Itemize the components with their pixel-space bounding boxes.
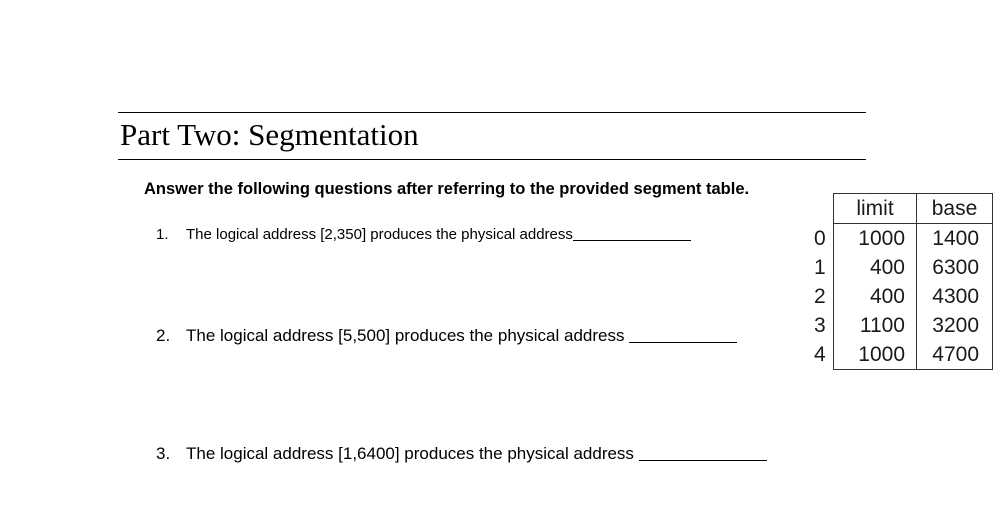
segment-limit: 400 bbox=[834, 282, 917, 311]
question-number: 1. bbox=[156, 226, 169, 243]
segment-limit: 1100 bbox=[834, 311, 917, 340]
segment-limit: 1000 bbox=[834, 340, 917, 370]
question-text: The logical address [1,6400] produces the physical address bbox=[186, 444, 634, 463]
title-rule-top bbox=[118, 112, 866, 113]
question-3 bbox=[156, 443, 767, 465]
segment-row bbox=[812, 253, 993, 282]
question-text: The logical address [2,350] produces the physical address bbox=[186, 226, 573, 243]
segment-base: 3200 bbox=[917, 311, 993, 340]
answer-blank bbox=[573, 239, 691, 241]
section-title: Part Two: Segmentation bbox=[120, 117, 419, 152]
segment-row bbox=[812, 311, 993, 340]
segment-base: 1400 bbox=[917, 224, 993, 254]
question-number: 2. bbox=[156, 326, 171, 345]
segment-base: 6300 bbox=[917, 253, 993, 282]
title-rule-bottom bbox=[118, 159, 866, 160]
segment-table-header bbox=[812, 194, 993, 224]
question-number: 3. bbox=[156, 444, 171, 463]
answer-blank bbox=[629, 341, 737, 343]
segment-limit: 1000 bbox=[834, 224, 917, 254]
segment-row bbox=[812, 282, 993, 311]
segment-base: 4700 bbox=[917, 340, 993, 370]
segment-table bbox=[812, 193, 993, 370]
segment-base: 4300 bbox=[917, 282, 993, 311]
segment-limit: 400 bbox=[834, 253, 917, 282]
segment-index: 4 bbox=[814, 343, 826, 367]
question-2 bbox=[156, 325, 737, 347]
segment-index: 1 bbox=[814, 256, 826, 279]
segment-index: 0 bbox=[814, 226, 826, 250]
base-header: base bbox=[917, 194, 993, 224]
question-1 bbox=[156, 225, 691, 245]
question-text: The logical address [5,500] produces the physical address bbox=[186, 326, 625, 345]
segment-index-header bbox=[812, 194, 834, 224]
answer-blank bbox=[639, 459, 767, 461]
instructions-text: Answer the following questions after referring to the provided segment table. bbox=[144, 180, 750, 198]
limit-header: limit bbox=[834, 194, 917, 224]
segment-row bbox=[812, 340, 993, 370]
segment-index: 3 bbox=[814, 314, 826, 337]
segment-row bbox=[812, 224, 993, 254]
segment-index: 2 bbox=[814, 285, 826, 308]
